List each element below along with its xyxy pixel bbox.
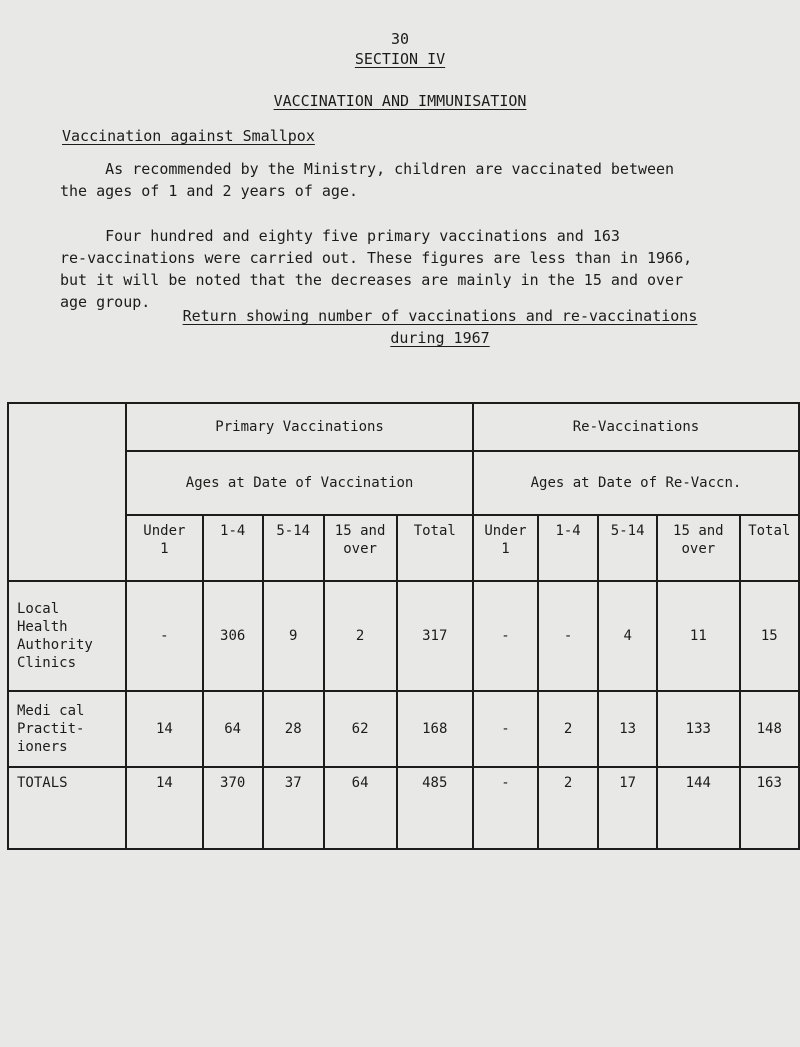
table-cell: - bbox=[473, 691, 538, 767]
table-cell: - bbox=[538, 581, 598, 691]
table-cell: 64 bbox=[203, 691, 263, 767]
group-header-row bbox=[8, 403, 799, 451]
row-label-local-health-clinics: Local Health Authority Clinics bbox=[8, 581, 126, 691]
table-cell: 168 bbox=[397, 691, 473, 767]
table-cell: 17 bbox=[598, 767, 657, 849]
revacc-age-header: Ages at Date of Re-Vaccn. bbox=[473, 451, 799, 515]
table-cell: 144 bbox=[657, 767, 739, 849]
table-cell: 4 bbox=[598, 581, 657, 691]
row-label-medical-practitioners: Medi cal Practit- ioners bbox=[8, 691, 126, 767]
table-cell: - bbox=[473, 581, 538, 691]
col-header-revacc-15-over: 15 and over bbox=[657, 515, 739, 581]
table-cell: 133 bbox=[657, 691, 739, 767]
row-label-totals: TOTALS bbox=[8, 767, 126, 849]
primary-age-header: Ages at Date of Vaccination bbox=[126, 451, 473, 515]
table-cell: 14 bbox=[126, 767, 202, 849]
page-number: 30 bbox=[390, 30, 410, 48]
table-cell: 15 bbox=[740, 581, 799, 691]
table-cell: 370 bbox=[203, 767, 263, 849]
corner-cell bbox=[8, 403, 126, 581]
table-caption-line-2: during 1967 bbox=[390, 329, 490, 347]
col-header-primary-total: Total bbox=[397, 515, 473, 581]
table-row bbox=[8, 581, 799, 691]
table-cell: 2 bbox=[324, 581, 397, 691]
col-header-primary-1-4: 1-4 bbox=[203, 515, 263, 581]
paragraph-2: Four hundred and eighty five primary vaccinations and 163 re-vaccinations were carried out. These figures are less than in 1966, but it will be noted that the decreases are mainly in the 15 and over age group. bbox=[60, 227, 693, 311]
table-cell: 2 bbox=[538, 691, 598, 767]
table-cell: - bbox=[473, 767, 538, 849]
table-caption bbox=[170, 305, 710, 349]
table-cell: 9 bbox=[263, 581, 324, 691]
table-cell: 11 bbox=[657, 581, 739, 691]
sub-header-row bbox=[8, 451, 799, 515]
main-heading: VACCINATION AND IMMUNISATION bbox=[273, 92, 527, 110]
col-header-primary-5-14: 5-14 bbox=[263, 515, 324, 581]
table-cell: 163 bbox=[740, 767, 799, 849]
col-header-revacc-total: Total bbox=[740, 515, 799, 581]
col-header-revacc-1-4: 1-4 bbox=[538, 515, 598, 581]
table-row-totals bbox=[8, 767, 799, 849]
col-header-primary-under-1: Under 1 bbox=[126, 515, 202, 581]
table-cell: 317 bbox=[397, 581, 473, 691]
col-header-revacc-5-14: 5-14 bbox=[598, 515, 657, 581]
vaccination-table bbox=[7, 402, 800, 850]
table-cell: 485 bbox=[397, 767, 473, 849]
table-cell: - bbox=[126, 581, 202, 691]
table-cell: 37 bbox=[263, 767, 324, 849]
col-header-revacc-under-1: Under 1 bbox=[473, 515, 538, 581]
table-cell: 306 bbox=[203, 581, 263, 691]
table-row bbox=[8, 691, 799, 767]
col-header-primary-15-over: 15 and over bbox=[324, 515, 397, 581]
table-cell: 64 bbox=[324, 767, 397, 849]
sub-heading: Vaccination against Smallpox bbox=[62, 127, 315, 145]
table-caption-line-1: Return showing number of vaccinations and re-vaccinations bbox=[182, 307, 698, 325]
primary-vaccinations-header: Primary Vaccinations bbox=[126, 403, 473, 451]
table-cell: 28 bbox=[263, 691, 324, 767]
table-cell: 148 bbox=[740, 691, 799, 767]
section-title: SECTION IV bbox=[354, 50, 446, 68]
revaccinations-header: Re-Vaccinations bbox=[473, 403, 799, 451]
table-cell: 2 bbox=[538, 767, 598, 849]
column-header-row bbox=[8, 515, 799, 581]
table-cell: 62 bbox=[324, 691, 397, 767]
paragraph-1: As recommended by the Ministry, children are vaccinated between the ages of 1 and 2 years of age. bbox=[60, 160, 675, 200]
table-cell: 14 bbox=[126, 691, 202, 767]
table-cell: 13 bbox=[598, 691, 657, 767]
